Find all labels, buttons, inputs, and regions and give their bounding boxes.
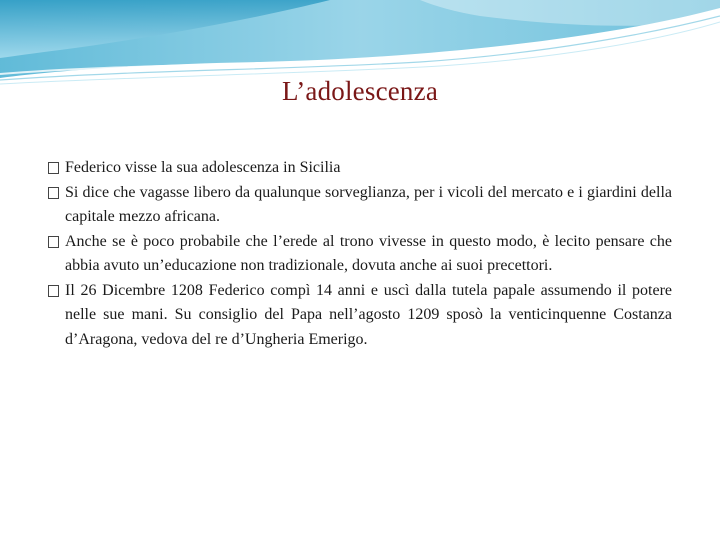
bullet-item bbox=[48, 230, 672, 279]
bullet-text: Anche se è poco probabile che l’erede al trono vivesse in questo modo, è lecito pensare che abbia avuto un’educazione non tradizionale, dovuta anche ai suoi precettori. bbox=[65, 232, 672, 274]
bullet-box-icon bbox=[48, 187, 59, 199]
bullet-item bbox=[48, 181, 672, 230]
slide-title: L’adolescenza bbox=[281, 76, 439, 106]
bullet-box-icon bbox=[48, 236, 59, 248]
bullet-box-icon bbox=[48, 285, 59, 297]
bullet-text: Si dice che vagasse libero da qualunque sorveglianza, per i vicoli del mercato e i giardini della capitale mezzo africana. bbox=[65, 183, 672, 225]
bullet-item bbox=[48, 156, 672, 181]
bullet-text: Federico visse la sua adolescenza in Sicilia bbox=[65, 159, 341, 176]
bullet-item bbox=[48, 279, 672, 353]
bullet-text: Il 26 Dicembre 1208 Federico compì 14 anni e uscì dalla tutela papale assumendo il potere nelle sue mani. Su consiglio del Papa nell’agosto 1209 sposò la venticinquenne Costanza d’Aragona, vedova del re d’Ungheria Emerigo. bbox=[65, 281, 672, 348]
bullet-box-icon bbox=[48, 162, 59, 174]
bullet-list bbox=[48, 156, 672, 352]
